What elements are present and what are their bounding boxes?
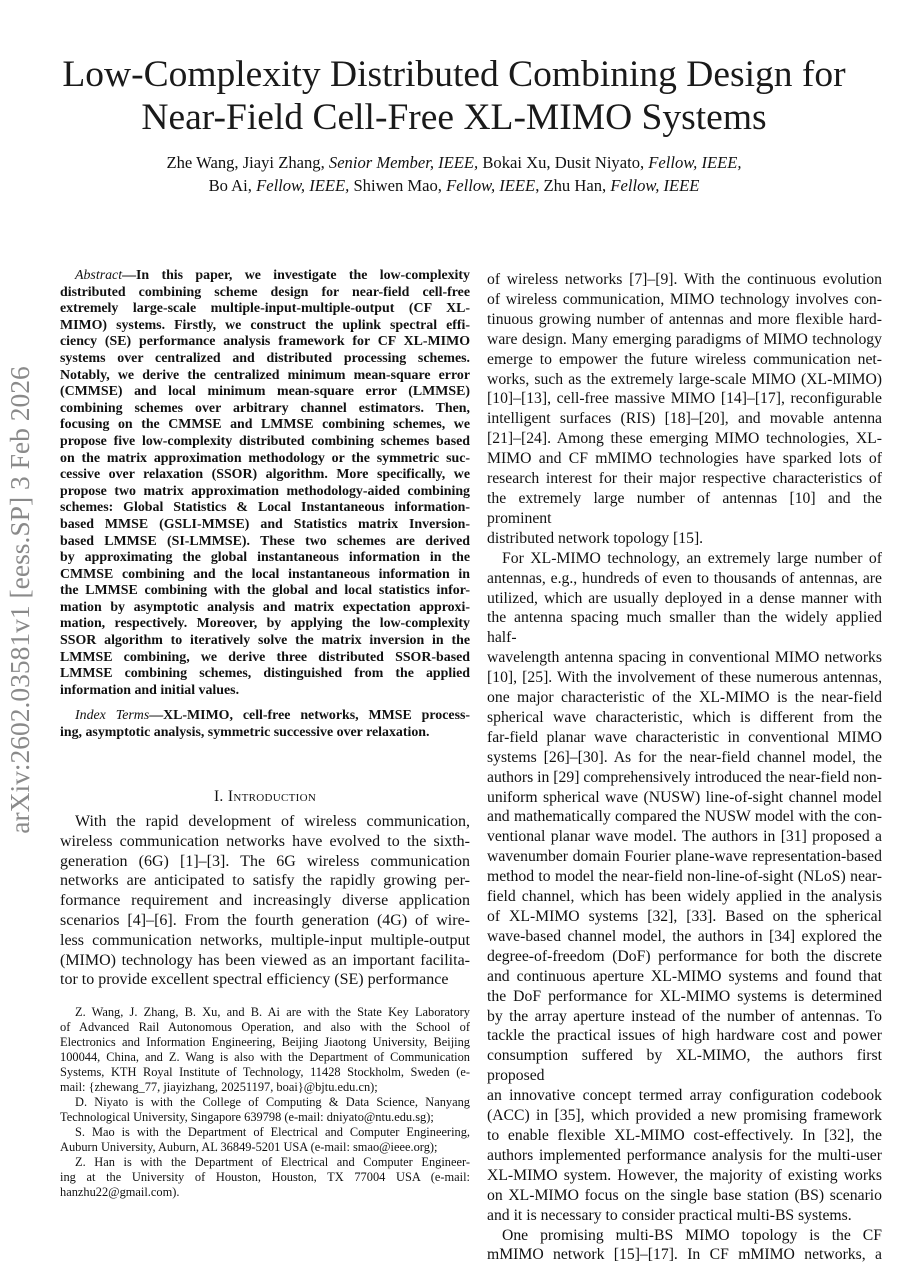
text-line: wireless communication networks have evolved to the sixth- <box>60 832 470 852</box>
abstract <box>60 268 470 699</box>
text-line: emerge to empower the future wireless communication net- <box>487 350 882 370</box>
body-text-right-column <box>487 270 882 1265</box>
text-line: utilized, which are usually deployed in a dense manner with <box>487 589 882 609</box>
paragraph <box>60 1125 470 1155</box>
index-terms-text: —XL-MIMO, cell-free networks, MMSE process- <box>149 708 470 723</box>
text-line: distributed network topology [15]. <box>487 529 882 549</box>
text-line: by the array aperture instead of the number of antennas. To <box>487 1007 882 1027</box>
text-line: MIMO) systems. Firstly, we construct the uplink spectral effi- <box>60 318 470 335</box>
text-line: S. Mao is with the Department of Electrical and Computer Engineering, <box>60 1125 470 1140</box>
author-role: Senior Member, IEEE, <box>329 153 478 172</box>
text-line: mail: {zhewang_77, jiayizhang, 20251197, boai}@bjtu.edu.cn); <box>60 1080 470 1095</box>
text-line: of XL-MIMO systems [32], [33]. Based on the spherical <box>487 907 882 927</box>
text-line: Z. Han is with the Department of Electrical and Computer Engineer- <box>60 1155 470 1170</box>
text-line: the DoF performance for XL-MIMO systems is determined <box>487 987 882 1007</box>
text-line: one major characteristic of the XL-MIMO is the near-field <box>487 688 882 708</box>
title-line-1: Low-Complexity Distributed Combining Design for <box>0 53 908 96</box>
paragraph <box>60 812 470 990</box>
text-line: focusing on the CMMSE and LMMSE combining schemes, we <box>60 417 470 434</box>
text-line: 100044, China, and Z. Wang is also with the Department of Communication <box>60 1050 470 1065</box>
text-line: ing, asymptotic analysis, symmetric successive over relaxation. <box>60 725 470 742</box>
text-line: the LMMSE combining with the global and local statistics infor- <box>60 583 470 600</box>
index-terms-body <box>60 725 470 742</box>
text-line: networks are anticipated to satisfy the rapidly growing per- <box>60 871 470 891</box>
text-line: Z. Wang, J. Zhang, B. Xu, and B. Ai are with the State Key Laboratory <box>60 1005 470 1020</box>
abstract-body <box>60 285 470 700</box>
text-line: (ACC) in [35], which provided a new promising framework <box>487 1106 882 1126</box>
text-line: One promising multi-BS MIMO topology is the CF <box>487 1226 882 1246</box>
text-line: of Advanced Rail Autonomous Operation, and also with the School of <box>60 1020 470 1035</box>
author-names: , Zhu Han, <box>535 176 606 195</box>
text-line: With the rapid development of wireless communication, <box>60 812 470 832</box>
text-line: uniform spherical wave (NUSW) line-of-sight channel model <box>487 788 882 808</box>
text-line: Notably, we derive the centralized minimum mean-square error <box>60 368 470 385</box>
paragraph <box>487 549 882 1226</box>
text-line: ventional planar wave model. The authors in [31] proposed a <box>487 827 882 847</box>
text-line: (CMMSE) and local minimum mean-square error (LMMSE) <box>60 384 470 401</box>
text-line: cessive over relaxation (SSOR) algorithm. More specifically, we <box>60 467 470 484</box>
text-line: combining schemes over arbitrary channel estimators. Then, <box>60 401 470 418</box>
text-line: and continuous aperture XL-MIMO systems and found that <box>487 967 882 987</box>
text-line: authors implemented performance analysis for the multi-user <box>487 1146 882 1166</box>
text-line: field channel, which has been widely applied in the analysis <box>487 887 882 907</box>
author-role: Fellow, IEEE, <box>256 176 349 195</box>
text-line: by approximating the global instantaneous information in the <box>60 550 470 567</box>
text-line: tor to provide excellent spectral efficiency (SE) performance <box>60 970 470 990</box>
index-terms-label: Index Terms <box>75 708 149 723</box>
text-line: and mathematically compared the NUSW model with the con- <box>487 807 882 827</box>
author-list <box>0 151 908 197</box>
section-heading-introduction: I. Introduction <box>60 786 470 808</box>
text-line: Electronics and Information Engineering, Beijing Jiaotong University, Beijing <box>60 1035 470 1050</box>
author-role: Fellow, IEEE <box>446 176 535 195</box>
abstract-text: —In this paper, we investigate the low-complexity <box>122 268 470 283</box>
text-line: of wireless networks [7]–[9]. With the continuous evolution <box>487 270 882 290</box>
text-line: degree-of-freedom (DoF) performance for both the discrete <box>487 947 882 967</box>
text-line: mation, respectively. Moreover, by applying the low-complexity <box>60 616 470 633</box>
text-line: D. Niyato is with the College of Computing & Data Science, Nanyang <box>60 1095 470 1110</box>
text-line: research interest for their major respective characteristics of <box>487 469 882 489</box>
text-line: method to model the near-field non-line-of-sight (NLoS) near- <box>487 867 882 887</box>
text-line: mation by asymptotic analysis and matrix expectation approxi- <box>60 600 470 617</box>
text-line: of wireless communication, MIMO technology involves con- <box>487 290 882 310</box>
text-line: extremely large-scale multiple-input-multiple-output (CF XL- <box>60 301 470 318</box>
text-line: mMIMO network [15]–[17]. In CF mMIMO networks, a <box>487 1245 882 1265</box>
text-line: schemes: Global Statistics & Local Instantaneous information- <box>60 500 470 517</box>
text-line: antennas, e.g., hundreds of even to thousands of antennas, are <box>487 569 882 589</box>
text-line: intelligent surfaces (RIS) [18]–[20], and movable antenna <box>487 409 882 429</box>
text-line: [10]–[13], cell-free massive MIMO [14]–[17], reconfigurable <box>487 389 882 409</box>
text-line: Systems, KTH Royal Institute of Technology, 11428 Stockholm, Sweden (e- <box>60 1065 470 1080</box>
text-line: SSOR algorithm to iteratively solve the matrix inversion in the <box>60 633 470 650</box>
author-line-2 <box>0 174 908 197</box>
text-line: LMMSE combining schemes, distinguished from the applied <box>60 666 470 683</box>
text-line: ciency (SE) performance analysis framework for CF XL-MIMO <box>60 334 470 351</box>
paragraph <box>60 1155 470 1200</box>
text-line: and it is necessary to consider practical multi-BS systems. <box>487 1206 882 1226</box>
text-line: [10], [25]. With the involvement of these numerous antennas, <box>487 668 882 688</box>
text-line: propose two matrix approximation methodology-aided combining <box>60 484 470 501</box>
text-line: wavelength antenna spacing in conventional MIMO networks <box>487 648 882 668</box>
text-line: information and initial values. <box>60 683 470 700</box>
title-line-2: Near-Field Cell-Free XL-MIMO Systems <box>0 96 908 139</box>
abstract-label: Abstract <box>75 268 122 283</box>
text-line: systems over centralized and distributed processing schemes. <box>60 351 470 368</box>
text-line: ing at the University of Houston, Houston, TX 77004 USA (e-mail: <box>60 1170 470 1185</box>
text-line: authors in [29] comprehensively introduced the near-field non- <box>487 768 882 788</box>
paragraph <box>487 1226 882 1265</box>
text-line: consumption suffered by XL-MIMO, the authors first proposed <box>487 1046 882 1086</box>
author-affiliation-footnotes <box>60 1005 470 1200</box>
text-line: tinuous growing number of antennas and more flexible hard- <box>487 310 882 330</box>
text-line: spherical wave characteristic, which is different from the <box>487 708 882 728</box>
body-text-left-column <box>60 812 470 990</box>
text-line: scenarios [4]–[6]. From the fourth generation (4G) of wire- <box>60 911 470 931</box>
paragraph <box>487 270 882 549</box>
paper-title <box>0 53 908 139</box>
author-line-1 <box>0 151 908 174</box>
arxiv-identifier-stamp: arXiv:2602.03581v1 [eess.SP] 3 Feb 2026 <box>4 280 36 920</box>
text-line: generation (6G) [1]–[3]. The 6G wireless communication <box>60 852 470 872</box>
text-line: XL-MIMO system. However, the majority of existing works <box>487 1166 882 1186</box>
author-names: Zhe Wang, Jiayi Zhang, <box>166 153 324 172</box>
text-line: on XL-MIMO focus on the single base station (BS) scenario <box>487 1186 882 1206</box>
text-line: Technological University, Singapore 639798 (e-mail: dniyato@ntu.edu.sg); <box>60 1110 470 1125</box>
author-names: Bokai Xu, Dusit Niyato, <box>482 153 644 172</box>
text-line: MIMO and CF mMIMO technologies have sparked lots of <box>487 449 882 469</box>
text-line: ware design. Many emerging paradigms of MIMO technology <box>487 330 882 350</box>
text-line: to enable flexible XL-MIMO cost-effectively. In [32], the <box>487 1126 882 1146</box>
text-line: LMMSE combining, we derive three distributed SSOR-based <box>60 650 470 667</box>
abstract-first-line <box>60 268 470 285</box>
text-line: the antenna spacing much smaller than the widely applied half- <box>487 608 882 648</box>
author-role: Fellow, IEEE, <box>648 153 741 172</box>
index-terms <box>60 708 470 741</box>
text-line: (MIMO) technology has been viewed as an important facilita- <box>60 951 470 971</box>
index-terms-first-line <box>60 708 470 725</box>
text-line: wavenumber domain Fourier plane-wave representation-based <box>487 847 882 867</box>
paragraph <box>60 1095 470 1125</box>
text-line: propose five low-complexity distributed combining schemes based <box>60 434 470 451</box>
text-line: tackle the practical issues of high hardware cost and power <box>487 1026 882 1046</box>
text-line: on the matrix approximation methodology or the symmetric suc- <box>60 451 470 468</box>
text-line: For XL-MIMO technology, an extremely large number of <box>487 549 882 569</box>
text-line: hanzhu22@gmail.com). <box>60 1185 470 1200</box>
author-role: Fellow, IEEE <box>610 176 699 195</box>
text-line: [21]–[24]. Among these emerging MIMO technologies, XL- <box>487 429 882 449</box>
text-line: based MMSE (GSLI-MMSE) and Statistics matrix Inversion- <box>60 517 470 534</box>
author-names: Shiwen Mao, <box>353 176 442 195</box>
text-line: the extremely large number of antennas [10] and the prominent <box>487 489 882 529</box>
text-line: systems [26]–[30]. As for the near-field channel model, the <box>487 748 882 768</box>
text-line: less communication networks, multiple-input multiple-output <box>60 931 470 951</box>
author-names: Bo Ai, <box>209 176 252 195</box>
text-line: Auburn University, Auburn, AL 36849-5201 USA (e-mail: smao@ieee.org); <box>60 1140 470 1155</box>
text-line: an innovative concept termed array configuration codebook <box>487 1086 882 1106</box>
text-line: based LMMSE (SI-LMMSE). These two schemes are derived <box>60 534 470 551</box>
text-line: formance requirement and increasingly diverse application <box>60 891 470 911</box>
text-line: far-field planar wave characteristic in conventional MIMO <box>487 728 882 748</box>
paragraph <box>60 1005 470 1095</box>
text-line: distributed combining scheme design for near-field cell-free <box>60 285 470 302</box>
text-line: CMMSE combining and the local instantaneous information in <box>60 567 470 584</box>
text-line: works, such as the extremely large-scale MIMO (XL-MIMO) <box>487 370 882 390</box>
text-line: wave-based channel model, the authors in [34] explored the <box>487 927 882 947</box>
